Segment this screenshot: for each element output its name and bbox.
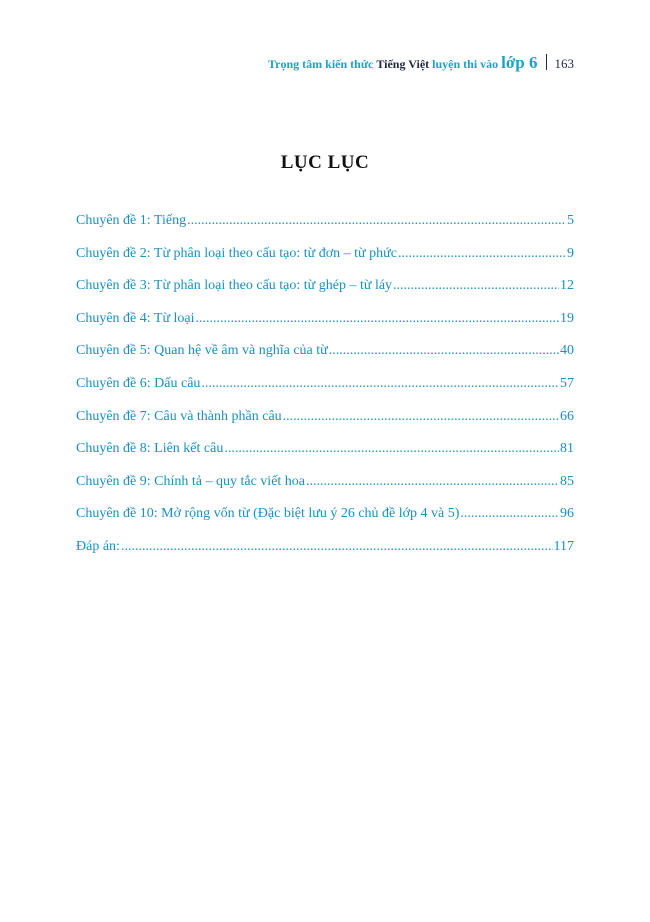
- toc-leader-dots: [224, 441, 559, 457]
- toc-leader-dots: [460, 506, 559, 522]
- header-grade: lớp 6: [501, 53, 538, 72]
- toc-entry-label: Chuyên đề 10: Mở rộng vốn từ (Đặc biệt lưu ý 26 chủ đề lớp 4 và 5): [76, 506, 460, 522]
- toc-entry-answers[interactable]: [76, 539, 574, 572]
- toc-leader-dots: [329, 343, 559, 359]
- toc-entry-label: Chuyên đề 6: Dấu câu: [76, 375, 201, 391]
- toc-entry-3[interactable]: [76, 278, 574, 311]
- toc-entry-page: 5: [567, 213, 574, 228]
- toc-entry-label: Chuyên đề 8: Liên kết câu: [76, 441, 224, 457]
- toc-entry-page: 66: [560, 408, 574, 424]
- table-of-contents: [76, 213, 574, 572]
- toc-entry-label: Chuyên đề 3: Từ phân loại theo cấu tạo: từ ghép – từ láy: [76, 278, 393, 294]
- running-header: [268, 52, 574, 73]
- toc-entry-page: 19: [560, 310, 574, 326]
- header-divider: [546, 54, 547, 70]
- toc-entry-page: 40: [560, 343, 574, 359]
- toc-entry-8[interactable]: [76, 441, 574, 474]
- toc-entry-7[interactable]: [76, 409, 574, 442]
- toc-leader-dots: [283, 409, 559, 425]
- toc-entry-label: Chuyên đề 2: Từ phân loại theo cấu tạo: từ đơn – từ phức: [76, 245, 397, 261]
- page-title: LỤC LỤC: [280, 152, 370, 173]
- toc-entry-5[interactable]: [76, 343, 574, 376]
- toc-entry-9[interactable]: [76, 474, 574, 507]
- toc-entry-page: 85: [560, 473, 574, 489]
- toc-entry-label: Chuyên đề 4: Từ loại: [76, 310, 195, 326]
- toc-entry-2[interactable]: [76, 246, 574, 279]
- toc-entry-4[interactable]: [76, 311, 574, 344]
- toc-entry-page: 117: [553, 538, 574, 554]
- page-number: 163: [554, 56, 574, 71]
- toc-entry-label: Chuyên đề 5: Quan hệ về âm và nghĩa của từ: [76, 343, 328, 359]
- toc-entry-label: Đáp án:: [76, 538, 120, 554]
- toc-entry-page: 81: [560, 441, 574, 457]
- header-series-part3: luyện thi vào: [432, 57, 499, 71]
- toc-entry-6[interactable]: [76, 376, 574, 409]
- toc-leader-dots: [187, 213, 566, 229]
- toc-entry-page: 57: [560, 375, 574, 391]
- toc-entry-label: Chuyên đề 9: Chính tả – quy tắc viết hoa: [76, 473, 306, 489]
- header-series-part1: Trọng tâm kiến thức: [268, 57, 374, 71]
- header-subject: Tiếng Việt: [376, 57, 430, 71]
- toc-entry-1[interactable]: [76, 213, 574, 246]
- toc-entry-10[interactable]: [76, 506, 574, 539]
- toc-leader-dots: [393, 278, 559, 294]
- toc-entry-page: 9: [567, 245, 574, 261]
- toc-entry-page: 96: [560, 506, 574, 522]
- toc-entry-label: Chuyên đề 7: Câu và thành phần câu: [76, 408, 282, 424]
- toc-leader-dots: [196, 311, 559, 327]
- toc-leader-dots: [201, 376, 559, 392]
- toc-leader-dots: [121, 539, 553, 555]
- toc-entry-label: Chuyên đề 1: Tiếng: [76, 213, 187, 228]
- toc-leader-dots: [306, 474, 559, 490]
- toc-entry-page: 12: [560, 278, 574, 294]
- toc-leader-dots: [398, 246, 566, 262]
